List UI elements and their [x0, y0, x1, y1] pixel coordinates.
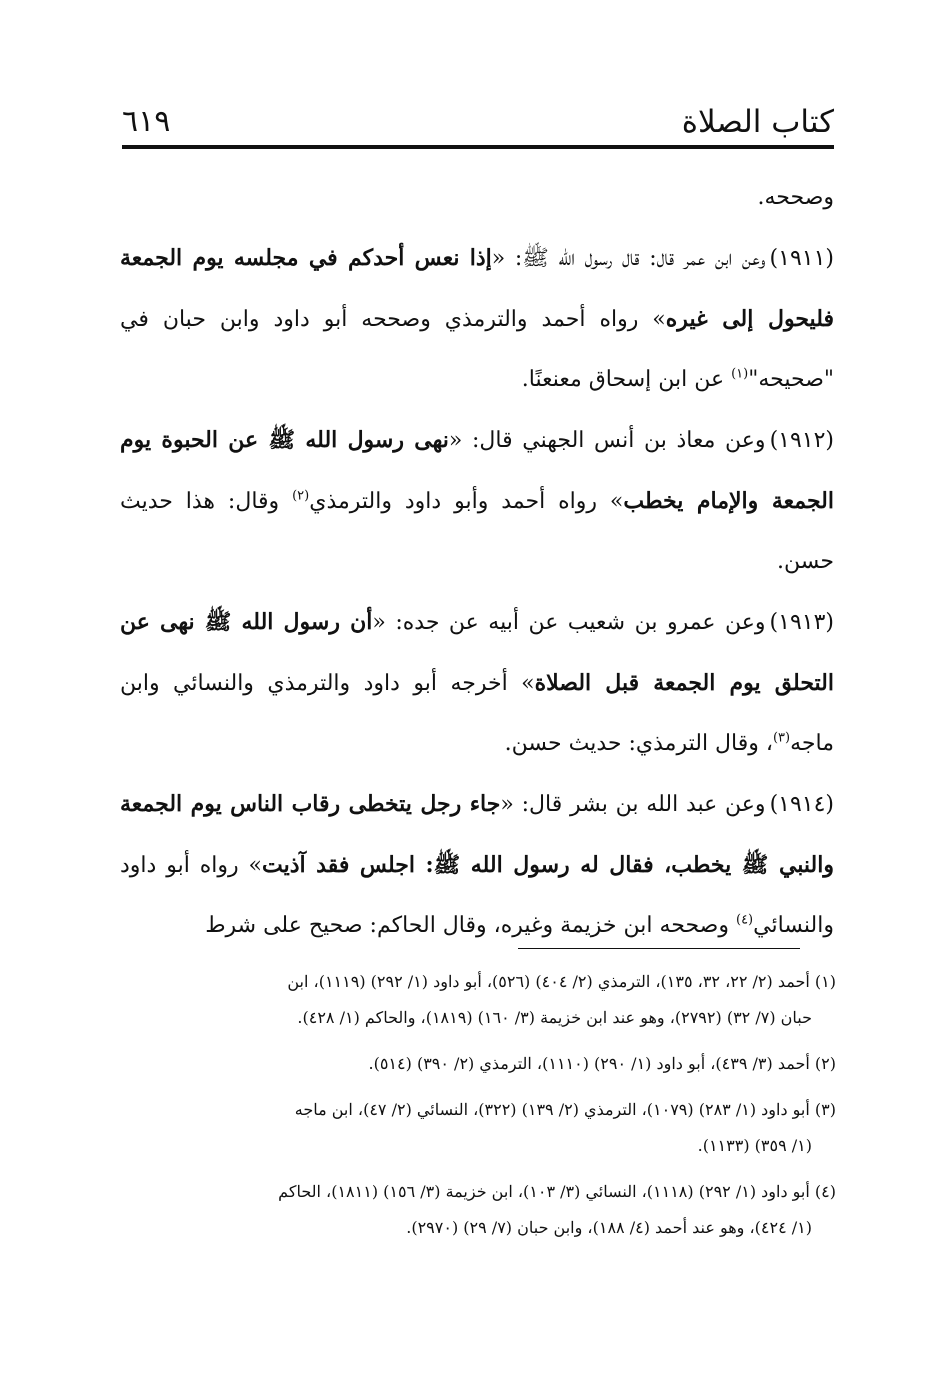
footnote-1 [118, 964, 836, 1036]
hadith-matn: إذا نعس أحدكم في مجلسه يوم الجمعة فليحول إلى غيره [120, 245, 834, 332]
hadith-text: وصححه ابن خزيمة وغيره، وقال الحاكم: صحيح على شرط [205, 913, 736, 938]
hadith-text: وعن معاذ بن أنس الجهني قال: « [448, 428, 766, 453]
hadith-text: » رواه أحمد والترمذي وصححه أبو داود وابن حبان في "صحيحه" [120, 307, 834, 392]
footnote-text-continued: حبان (٧/ ٣٢) (٢٧٩٢)، وهو عند ابن خزيمة (٣/ ١٦٠) (١٨١٩)، والحاكم (١/ ٤٢٨). [297, 1008, 812, 1027]
hadith-text: عن ابن إسحاق معنعنًا. [521, 367, 732, 392]
hadith-text: وقال: هذا حديث حسن. [120, 489, 834, 574]
hadith-text: وعن عمرو بن شعيب عن أبيه عن جده: « [372, 610, 766, 635]
footnote-2 [118, 1046, 836, 1082]
hadith-matn: نهى رسول الله ﷺ عن الحبوة يوم الجمعة والإمام يخطب [120, 427, 834, 514]
header-rule [122, 145, 834, 149]
footnote-text: (٣) أبو داود (١/ ٢٨٣) (١٠٧٩)، الترمذي (٢/ ١٣٩) (٣٢٢)، النسائي (٢/ ٤٧)، ابن ماجه [294, 1100, 836, 1119]
footnote-marker[interactable]: (٢) [292, 488, 310, 504]
hadith-text: وعن عبد الله بن بشر قال: « [500, 792, 766, 817]
hadith-text: » أخرجه أبو داود والترمذي والنسائي وابن ماجه [120, 671, 834, 756]
footnote-text: (٢) أحمد (٣/ ٤٣٩)، أبو داود (١/ ٢٩٠) (١١١٠)، الترمذي (٢/ ٣٩٠) (٥١٤). [368, 1054, 836, 1073]
hadith-text: ، وقال الترمذي: حديث حسن. [504, 731, 773, 756]
running-header [122, 96, 834, 142]
footnote-4 [118, 1174, 836, 1246]
hadith-number: (١٩١١) [769, 246, 834, 271]
hadith-1914 [120, 774, 834, 956]
footnotes [118, 964, 836, 1256]
hadith-matn: جاء رجل يتخطى رقاب الناس يوم الجمعة والنبي ﷺ يخطب، فقال له رسول الله ﷺ: اجلس فقد آذيت [120, 791, 834, 878]
footnote-3 [118, 1092, 836, 1164]
hadith-number: (١٩١٣) [769, 610, 834, 635]
paragraph-continuation: وصححه. [757, 185, 834, 210]
hadith-text: » رواه أحمد وأبو داود والترمذي [309, 489, 624, 514]
footnote-text: (١) أحمد (٢/ ٢٢، ٣٢، ١٣٥)، الترمذي (٢/ ٤٠٤) (٥٢٦)، أبو داود (١/ ٢٩٢) (١١١٩)، ابن [287, 972, 836, 991]
hadith-1912 [120, 410, 834, 592]
hadith-text: » رواه أبو داود والنسائي [120, 853, 834, 938]
main-text [120, 168, 834, 956]
page-number: ٦١٩ [122, 104, 171, 139]
hadith-number: (١٩١٢) [769, 428, 835, 453]
footnote-text-continued: (١/ ٣٥٩) (١١٣٣). [697, 1136, 812, 1155]
hadith-number: (١٩١٤) [769, 792, 835, 817]
footnote-marker[interactable]: (١) [731, 366, 749, 382]
footnote-text: (٤) أبو داود (١/ ٢٩٢) (١١١٨)، النسائي (٣/ ١٠٣)، ابن خزيمة (٣/ ١٥٦) (١٨١١)، الحاكم [278, 1182, 836, 1201]
footnote-text-continued: (١/ ٤٢٤)، وهو عند أحمد (٤/ ١٨٨)، وابن حبان (٧/ ٢٩) (٢٩٧٠). [406, 1218, 812, 1237]
hadith-1911 [120, 228, 834, 410]
hadith-matn: أن رسول الله ﷺ نهى عن التحلق يوم الجمعة قبل الصلاة [120, 609, 834, 696]
footnote-separator [518, 948, 800, 949]
chapter-title: كتاب الصلاة [681, 104, 834, 140]
hadith-text: وعن ابن عمر قال: قال رسول الله ﷺ: « [491, 246, 766, 271]
footnote-marker[interactable]: (٤) [735, 912, 754, 928]
hadith-1913 [120, 592, 834, 774]
footnote-marker[interactable]: (٣) [772, 730, 791, 746]
